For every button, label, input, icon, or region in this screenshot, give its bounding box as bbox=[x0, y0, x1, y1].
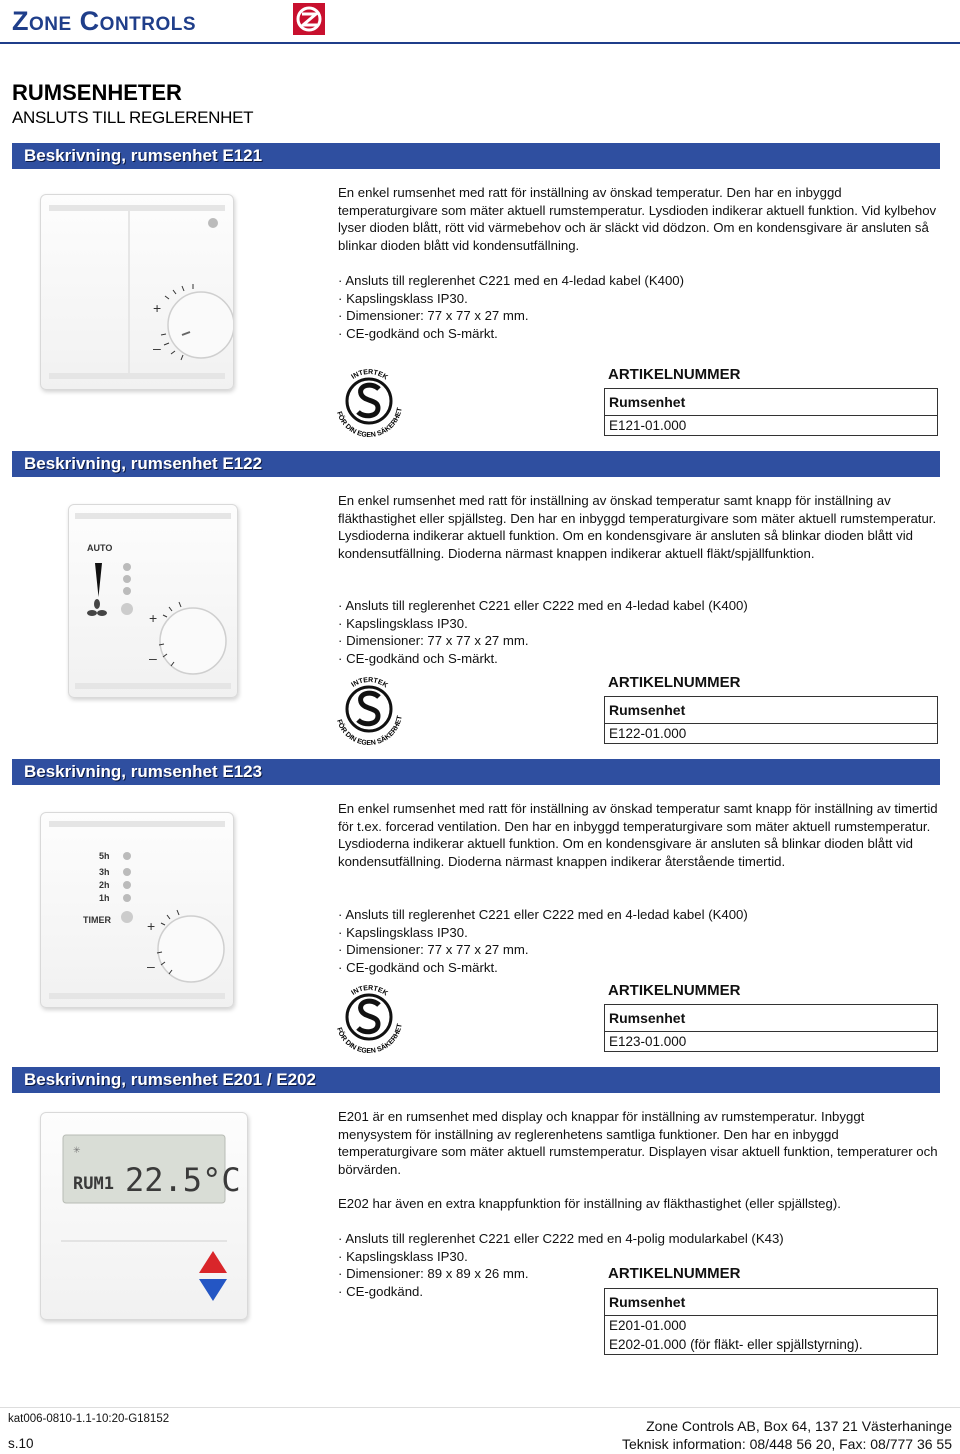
header-rule bbox=[0, 42, 960, 44]
spec-item: · Ansluts till reglerenhet C221 eller C222 med en 4-polig modularkabel (K43) bbox=[338, 1230, 938, 1248]
spec-list-e121 bbox=[338, 272, 938, 342]
s-mark-seal-icon bbox=[328, 360, 410, 442]
section-heading-e121: Beskrivning, rumsenhet E121 bbox=[12, 143, 940, 169]
article-number: E202-01.000 (för fläkt- eller spjällstyrning). bbox=[609, 1337, 863, 1352]
section-heading-e122: Beskrivning, rumsenhet E122 bbox=[12, 451, 940, 477]
catalog-code: kat006-0810-1.1-10:20-G18152 bbox=[8, 1413, 170, 1425]
seal-bottom-text: FÖR DIN EGEN SÄKERHET bbox=[335, 715, 404, 748]
svg-text:–: – bbox=[153, 340, 161, 356]
contact-info: Teknisk information: 08/448 56 20, Fax: 08/777 36 55 bbox=[622, 1436, 952, 1452]
page-number: s.10 bbox=[8, 1436, 34, 1451]
svg-text:–: – bbox=[149, 650, 157, 666]
spec-item: · Ansluts till reglerenhet C221 eller C222 med en 4-ledad kabel (K400) bbox=[338, 906, 938, 924]
timer-label: 1h bbox=[99, 893, 110, 903]
svg-text:+: + bbox=[147, 918, 156, 934]
section-heading-e123: Beskrivning, rumsenhet E123 bbox=[12, 759, 940, 785]
spec-item: · Ansluts till reglerenhet C221 eller C222 med en 4-ledad kabel (K400) bbox=[338, 597, 938, 615]
article-number: E123-01.000 bbox=[609, 1034, 687, 1049]
article-title-e123: ARTIKELNUMMER bbox=[608, 982, 741, 999]
spec-item: · Kapslingsklass IP30. bbox=[338, 1248, 938, 1266]
article-table-e201 bbox=[604, 1288, 938, 1355]
article-table-header: Rumsenhet bbox=[605, 389, 937, 416]
timer-label: 5h bbox=[99, 851, 110, 861]
indicator-wedge bbox=[95, 563, 102, 597]
up-arrow-icon[interactable] bbox=[199, 1251, 227, 1273]
spec-item: · Dimensioner: 77 x 77 x 27 mm. bbox=[338, 632, 938, 650]
spec-item: · CE-godkänd och S-märkt. bbox=[338, 959, 938, 977]
footer-rule bbox=[0, 1407, 960, 1408]
display-mode-text: RUM1 bbox=[73, 1174, 114, 1194]
seal-top-text: INTERTEK bbox=[350, 676, 389, 690]
spec-item: · Dimensioner: 77 x 77 x 27 mm. bbox=[338, 941, 938, 959]
brand-name: Zone Controls bbox=[12, 6, 197, 36]
device-mode-label: AUTO bbox=[87, 543, 113, 553]
spec-item: · Kapslingsklass IP30. bbox=[338, 615, 938, 633]
page-title: RUMSENHETER bbox=[12, 80, 182, 105]
description-e201: E201 är en rumsenhet med display och knappar för inställning av rumstemperatur. Inbyggt menysystem för inställning av reglerenhetens samtliga funktioner. Den har en inbyggd temperaturgivare som mäter aktuell rumstemperatur. Displayen visar aktuell funktion, temperaturer och börvärden. bbox=[338, 1109, 938, 1177]
article-number: E122-01.000 bbox=[609, 726, 687, 741]
display-temperature: 22.5°C bbox=[125, 1161, 241, 1199]
timer-label: 3h bbox=[99, 867, 110, 877]
article-number: E121-01.000 bbox=[609, 418, 687, 433]
device-image-e123 bbox=[40, 812, 234, 1008]
article-title-e201: ARTIKELNUMMER bbox=[608, 1265, 741, 1282]
article-table-e123 bbox=[604, 1004, 938, 1052]
down-arrow-icon[interactable] bbox=[199, 1279, 227, 1301]
spec-item: · CE-godkänd. bbox=[338, 1283, 938, 1301]
spec-item: · CE-godkänd och S-märkt. bbox=[338, 650, 938, 668]
device-image-e122 bbox=[68, 504, 238, 698]
device-mode-label: TIMER bbox=[83, 915, 111, 925]
thermostat-dial-illustration bbox=[41, 195, 233, 389]
spec-list-e123 bbox=[338, 906, 938, 976]
svg-text:+: + bbox=[149, 610, 158, 626]
seal-top-text: INTERTEK bbox=[350, 368, 389, 382]
s-mark-seal-icon bbox=[328, 976, 410, 1058]
article-title-e121: ARTIKELNUMMER bbox=[608, 366, 741, 383]
thermostat-timer-illustration bbox=[41, 813, 233, 1007]
article-table-header: Rumsenhet bbox=[605, 1289, 937, 1316]
device-image-e201 bbox=[40, 1112, 248, 1320]
description-e202: E202 har även en extra knappfunktion för inställning av fläkthastighet (eller spjällsteg). bbox=[338, 1196, 841, 1211]
svg-text:–: – bbox=[147, 958, 155, 974]
fan-icon bbox=[87, 599, 107, 616]
description-e121: En enkel rumsenhet med ratt för inställning av önskad temperatur. Den har en inbyggd temperaturgivare som mäter aktuell rumstemperatur. Lysdioden indikerar aktuell funktion. Vid kylbehov lyser dioden blått, rött vid värmebehov och är släckt vid dödzon. Om en kondensgivare är ansluten så blinkar dioden blått vid kondensutfällning. bbox=[338, 185, 937, 253]
spec-item: · Dimensioner: 89 x 89 x 26 mm. bbox=[338, 1265, 938, 1283]
zone-controls-logo-icon bbox=[293, 3, 325, 35]
spec-list-e122 bbox=[338, 597, 938, 667]
s-mark-seal-icon bbox=[328, 668, 410, 750]
svg-text:+: + bbox=[153, 300, 162, 316]
seal-bottom-text: FÖR DIN EGEN SÄKERHET bbox=[335, 1023, 404, 1056]
article-table-e121 bbox=[604, 388, 938, 436]
article-title-e122: ARTIKELNUMMER bbox=[608, 674, 741, 691]
spec-item: · Kapslingsklass IP30. bbox=[338, 924, 938, 942]
device-image-e121 bbox=[40, 194, 234, 390]
article-table-header: Rumsenhet bbox=[605, 1005, 937, 1032]
description-e122: En enkel rumsenhet med ratt för inställning av önskad temperatur samt knapp för inställning av fläkthastighet eller spjällsteg. Den har en inbyggd temperaturgivare som mäter aktuell rumstemperatur. Lysdioderna indikerar aktuell funktion. Om en kondensgivare är ansluten så blinkar dioden blått vid kondensutfällning. Dioderna närmast knappen indikerar aktuell fläkt/spjällfunktion. bbox=[338, 493, 937, 561]
section-heading-e201: Beskrivning, rumsenhet E201 / E202 bbox=[12, 1067, 940, 1093]
article-table-e122 bbox=[604, 696, 938, 744]
seal-top-text: INTERTEK bbox=[350, 984, 389, 998]
article-table-header: Rumsenhet bbox=[605, 697, 937, 724]
page-subtitle: ANSLUTS TILL REGLERENHET bbox=[12, 108, 254, 127]
spec-item: · Ansluts till reglerenhet C221 med en 4-ledad kabel (K400) bbox=[338, 272, 938, 290]
company-address: Zone Controls AB, Box 64, 137 21 Västerhaninge bbox=[646, 1418, 952, 1434]
timer-label: 2h bbox=[99, 880, 110, 890]
spec-item: · Kapslingsklass IP30. bbox=[338, 290, 938, 308]
thermostat-fan-illustration bbox=[69, 505, 237, 697]
seal-bottom-text: FÖR DIN EGEN SÄKERHET bbox=[335, 407, 404, 440]
spec-item: · CE-godkänd och S-märkt. bbox=[338, 325, 938, 343]
svg-text:✳: ✳ bbox=[73, 1145, 81, 1155]
description-e123: En enkel rumsenhet med ratt för inställning av önskad temperatur samt knapp för inställning av timertid för t.ex. forcerad ventilation. Den har en inbyggd temperaturgivare som mäter aktuell rumstemperatur. Lysdioderna indikerar aktuell funktion. Om en kondensgivare är ansluten så blinkar dioden blått vid kondensutfällning. Dioderna närmast knappen indikerar återstående timertid. bbox=[338, 801, 938, 869]
article-number: E201-01.000 bbox=[609, 1318, 687, 1333]
display-thermostat-illustration bbox=[41, 1113, 247, 1319]
spec-item: · Dimensioner: 77 x 77 x 27 mm. bbox=[338, 307, 938, 325]
